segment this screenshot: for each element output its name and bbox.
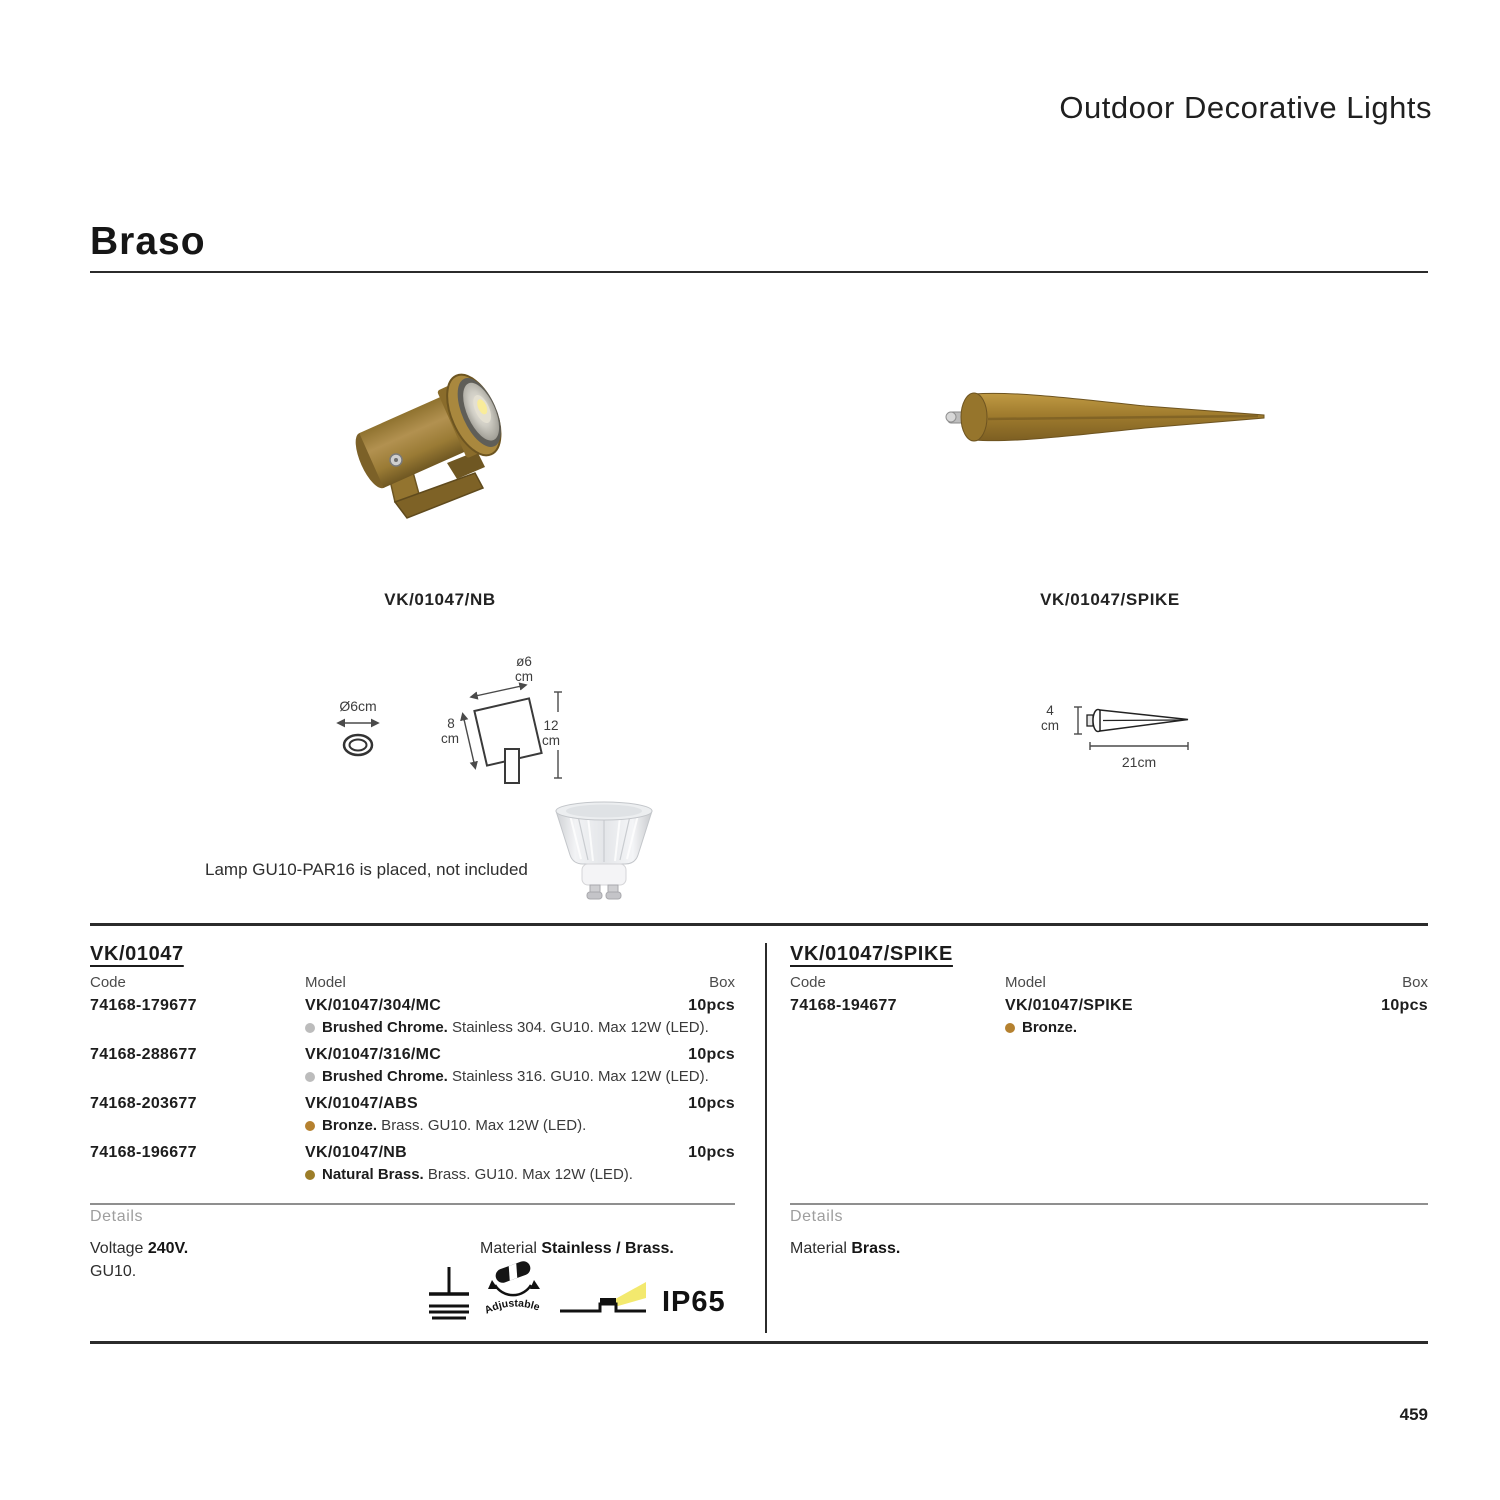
row-code: 74168-288677 (90, 1046, 197, 1063)
front-diameter-label: Ø6cm (339, 698, 377, 714)
walkover-uplight-icon (556, 1276, 650, 1320)
material-detail (480, 1237, 674, 1260)
table-top-divider (90, 923, 1428, 926)
voltage-label: Voltage (90, 1240, 144, 1257)
finish-description: Brushed Chrome. Stainless 316. GU10. Max 12W (LED). (322, 1068, 709, 1085)
voltage-value: 240V. (147, 1240, 189, 1257)
finish-description: Brushed Chrome. Stainless 304. GU10. Max 12W (LED). (322, 1019, 709, 1036)
row-code: 74168-194677 (790, 997, 897, 1014)
page-title: Braso (90, 220, 206, 263)
adjustable-icon-label: Adjustable (482, 1297, 542, 1317)
row-model: VK/01047/NB (305, 1144, 408, 1161)
height-unit: cm (542, 733, 560, 748)
details-label: Details (790, 1208, 844, 1225)
svg-text:Adjustable (483, 1297, 542, 1316)
material-label: Material (790, 1240, 847, 1257)
col-header-box: Box (709, 974, 735, 991)
gu10-lamp-image (548, 795, 660, 900)
title-divider (90, 271, 1428, 273)
row-box: 10pcs (688, 997, 735, 1014)
spotlight-product-image (325, 330, 555, 530)
table-column-headers (790, 974, 1428, 991)
col-header-code: Code (790, 974, 826, 991)
page-number: 459 (1399, 1405, 1428, 1424)
details-divider-left (90, 1203, 735, 1205)
finish-color-dot (305, 1121, 315, 1131)
row-model: VK/01047/SPIKE (1005, 997, 1133, 1014)
row-code: 74168-196677 (90, 1144, 197, 1161)
table-title: VK/01047 (90, 943, 184, 965)
row-box: 10pcs (688, 1144, 735, 1161)
spotlight-side-dimension-diagram (436, 650, 571, 790)
depth-value: 8 (447, 716, 455, 731)
row-code: 74168-203677 (90, 1095, 197, 1112)
finish-description: Bronze. (1022, 1019, 1078, 1036)
table-row (90, 997, 735, 1036)
col-header-box: Box (1402, 974, 1428, 991)
spotlight-front-dimension-diagram (318, 698, 398, 770)
table-row (790, 997, 1428, 1036)
earth-ground-icon (424, 1265, 474, 1323)
row-model: VK/01047/304/MC (305, 997, 442, 1014)
table-vertical-divider (765, 943, 767, 1333)
finish-color-dot (305, 1170, 315, 1180)
details-label: Details (90, 1208, 144, 1225)
finish-description: Natural Brass. Brass. GU10. Max 12W (LED). (322, 1166, 633, 1183)
details-divider-right (790, 1203, 1428, 1205)
table-column-headers (90, 974, 735, 991)
col-header-code: Code (90, 974, 126, 991)
face-diameter-unit: cm (515, 669, 533, 684)
spotlight-product (325, 330, 555, 535)
finish-description: Bronze. Brass. GU10. Max 12W (LED). (322, 1117, 587, 1134)
row-box: 10pcs (1381, 997, 1428, 1014)
material-value: Stainless / Brass. (541, 1240, 674, 1257)
voltage-detail (90, 1237, 188, 1283)
face-diameter-value: ø6 (516, 654, 532, 669)
col-header-model: Model (1005, 974, 1046, 991)
table-row (90, 1144, 735, 1183)
row-box: 10pcs (688, 1046, 735, 1063)
material-label: Material (480, 1240, 537, 1257)
bottom-divider (90, 1341, 1428, 1344)
finish-color-dot (305, 1072, 315, 1082)
material-detail (790, 1237, 900, 1260)
spike-code-label: VK/01047/SPIKE (1040, 590, 1180, 609)
spike-height-value: 4 (1046, 703, 1054, 718)
spike-length-label: 21cm (1121, 754, 1157, 770)
ip-rating-label: IP65 (662, 1286, 726, 1318)
table-row (90, 1095, 735, 1134)
row-box: 10pcs (688, 1095, 735, 1112)
adjustable-icon (478, 1258, 550, 1326)
depth-unit: cm (441, 731, 459, 746)
page-header: Outdoor Decorative Lights (1059, 90, 1432, 125)
spotlight-code-label: VK/01047/NB (384, 590, 496, 609)
height-value: 12 (543, 718, 559, 733)
table-row (90, 1046, 735, 1085)
finish-color-dot (1005, 1023, 1015, 1033)
spike-dimension-diagram (1030, 698, 1200, 776)
lamp-note: Lamp GU10-PAR16 is placed, not included (205, 860, 528, 879)
row-model: VK/01047/316/MC (305, 1046, 442, 1063)
lamp-socket-value: GU10. (90, 1263, 137, 1280)
spike-product-image (940, 385, 1280, 455)
spike-product (940, 385, 1280, 460)
col-header-model: Model (305, 974, 346, 991)
row-code: 74168-179677 (90, 997, 197, 1014)
material-value: Brass. (851, 1240, 901, 1257)
row-model: VK/01047/ABS (305, 1095, 418, 1112)
finish-color-dot (305, 1023, 315, 1033)
table-title: VK/01047/SPIKE (790, 943, 953, 965)
product-table-vk01047-spike (790, 943, 1428, 1036)
spike-height-unit: cm (1041, 718, 1059, 733)
product-table-vk01047 (90, 943, 735, 1183)
